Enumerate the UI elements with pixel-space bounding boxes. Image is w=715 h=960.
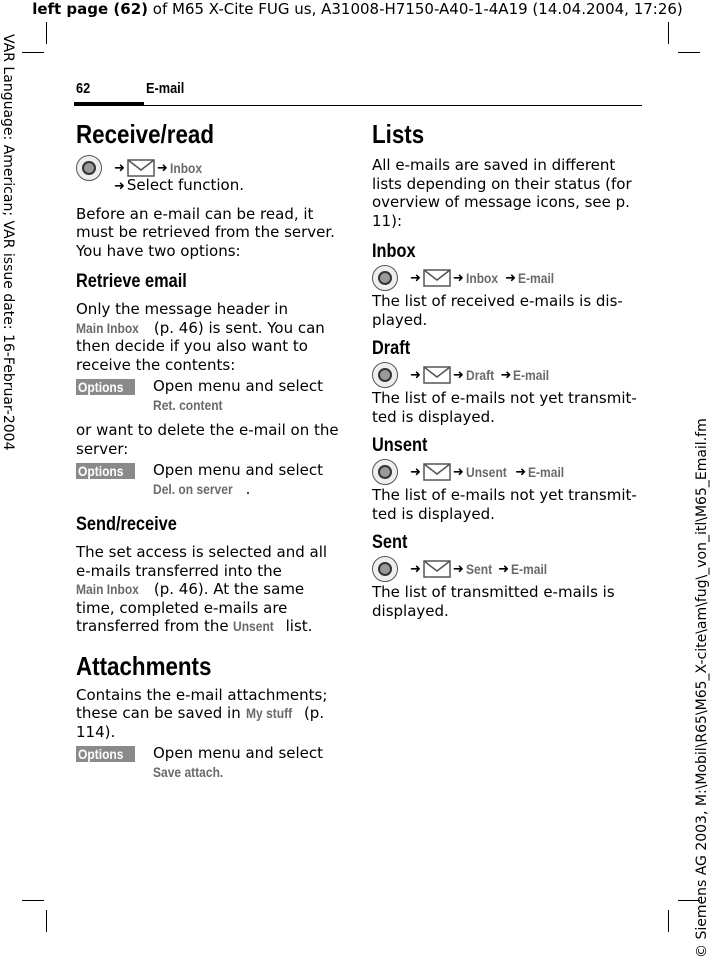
arrow-icon: ➜ [452,367,464,383]
options-desc-a: Open menu and select [153,461,324,479]
joystick-icon [372,362,398,388]
options-desc-a: Open menu and select [153,744,324,762]
arrow-icon: ➜ [452,270,464,286]
left-column [76,118,344,784]
options-desc [153,744,344,781]
receive-intro: Before an e-mail can be read, it must be retrieved from the server. You have two options: [76,204,335,260]
my-stuff: My stuff [245,705,292,721]
path-select-function [76,176,344,197]
attachments-text-a: Contains the e-mail attachments; these can be saved in [76,685,328,722]
path-draft: Draft [465,367,494,383]
arrow-icon: ➜ [505,270,517,286]
arrow-icon: ➜ [500,367,512,383]
path-select-text: Select function. [126,176,244,194]
menu-path-inbox [372,264,640,292]
envelope-icon [423,560,451,578]
del-on-server: Del. on server [153,480,233,497]
arrow-icon: ➜ [114,179,125,194]
inbox-text: The list of received e-mails is displayed. [372,292,623,329]
section-title: E-mail [146,80,185,97]
envelope-icon [127,159,155,177]
crop-mark [668,910,669,932]
unsent-text: The list of e-mails not yet transmitted is displayed. [372,486,637,523]
arrow-icon: ➜ [498,561,510,577]
heading-receive-read: Receive/read [76,119,214,149]
attachments-text [76,686,344,742]
options-label: Options [78,746,124,762]
heading-draft: Draft [372,338,411,359]
send-receive-text-a: The set access is selected and all e-mails transferred into the [76,543,328,580]
heading-send-receive: Send/receive [76,514,177,535]
side-note-right [690,0,714,960]
crop-mark [46,22,47,44]
path-email: E-mail [513,367,550,383]
options-desc [153,377,344,414]
menu-path-draft [372,361,640,389]
heading-lists: Lists [372,119,425,149]
arrow-icon: ➜ [410,367,421,383]
joystick-icon [372,556,398,582]
joystick-icon [372,459,398,485]
side-note-right-text: © Siemens AG 2003, M:\Mobil\R65\M65_X-cite\am\fug\_von_itl\M65_Email.fm [694,418,710,958]
crop-mark [22,52,44,53]
heading-sent: Sent [372,532,408,553]
heading-unsent: Unsent [372,435,428,456]
retrieve-text [76,300,344,374]
options-softkey[interactable] [76,379,135,395]
draft-text: The list of e-mails not yet transmitted is displayed. [372,389,637,426]
send-receive-text-b: (p. 46). At the same time, completed e-mails are transferred from the [76,580,305,635]
crop-mark [46,910,47,932]
arrow-icon: ➜ [452,561,464,577]
path-email: E-mail [528,464,565,480]
send-main-inbox: Main Inbox [76,581,139,597]
send-receive-text-c: list. [280,617,313,635]
options-softkey[interactable] [76,463,135,479]
retrieve-text-b: (p. 46) is sent. You can then decide if you also want to receive the contents: [76,318,325,374]
path-inbox: Inbox [465,270,498,286]
options-label: Options [78,463,124,479]
page-number: 62 [76,80,91,97]
header-rule [144,105,642,106]
print-header-info: of M65 X-Cite FUG us, A31008-H7150-A40-1-4A19 (14.04.2004, 17:26) [148,0,683,18]
heading-inbox: Inbox [372,241,416,262]
arrow-icon: ➜ [515,464,527,480]
options-row [76,377,344,414]
envelope-icon [423,463,451,481]
print-header-page: left page (62) [32,0,149,18]
arrow-icon: ➜ [410,561,421,577]
options-desc [153,461,344,498]
path-email: E-mail [511,561,548,577]
header-bar [74,102,144,106]
menu-path-unsent [372,458,640,486]
side-note-left-text: VAR Language: American; VAR issue date: 16-Februar-2004 [0,34,16,451]
options-row [76,744,344,781]
envelope-icon [423,366,451,384]
heading-attachments: Attachments [76,650,212,681]
right-column [372,118,640,620]
retrieve-text-a: Only the message header in [76,300,288,318]
joystick-icon [372,265,398,291]
send-unsent: Unsent [233,618,275,634]
save-attach: Save attach. [153,763,224,780]
joystick-icon [76,155,102,181]
arrow-icon: ➜ [452,464,464,480]
crop-mark [668,22,669,44]
send-receive-text [76,543,344,636]
attachments-text-b: (p. 114). [76,704,325,741]
path-email: E-mail [518,270,555,286]
options-desc-a: Open menu and select [153,377,324,395]
path-sent: Sent [465,561,492,577]
envelope-icon [423,269,451,287]
lists-intro: All e-mails are saved in different lists depending on their status (for overview of message icons, see p. 11): [372,156,632,230]
sent-text: The list of transmitted e-mails is displayed. [372,583,615,620]
options-softkey[interactable] [76,746,135,762]
options-row [76,461,344,498]
side-note-left [0,34,20,451]
or-delete-text: or want to delete the e-mail on the server: [76,421,339,458]
path-inbox: Inbox [169,160,202,176]
arrow-icon: ➜ [156,160,168,176]
heading-retrieve-email: Retrieve email [76,271,187,292]
period: . [245,479,251,498]
arrow-icon: ➜ [410,464,421,480]
menu-path-sent [372,555,640,583]
options-label: Options [78,379,124,395]
arrow-icon: ➜ [114,160,125,176]
path-unsent: Unsent [465,464,507,480]
arrow-icon: ➜ [410,270,421,286]
print-header [0,0,715,18]
crop-mark [22,900,44,901]
ret-content: Ret. content [153,396,223,413]
retrieve-main-inbox: Main Inbox [76,319,139,336]
